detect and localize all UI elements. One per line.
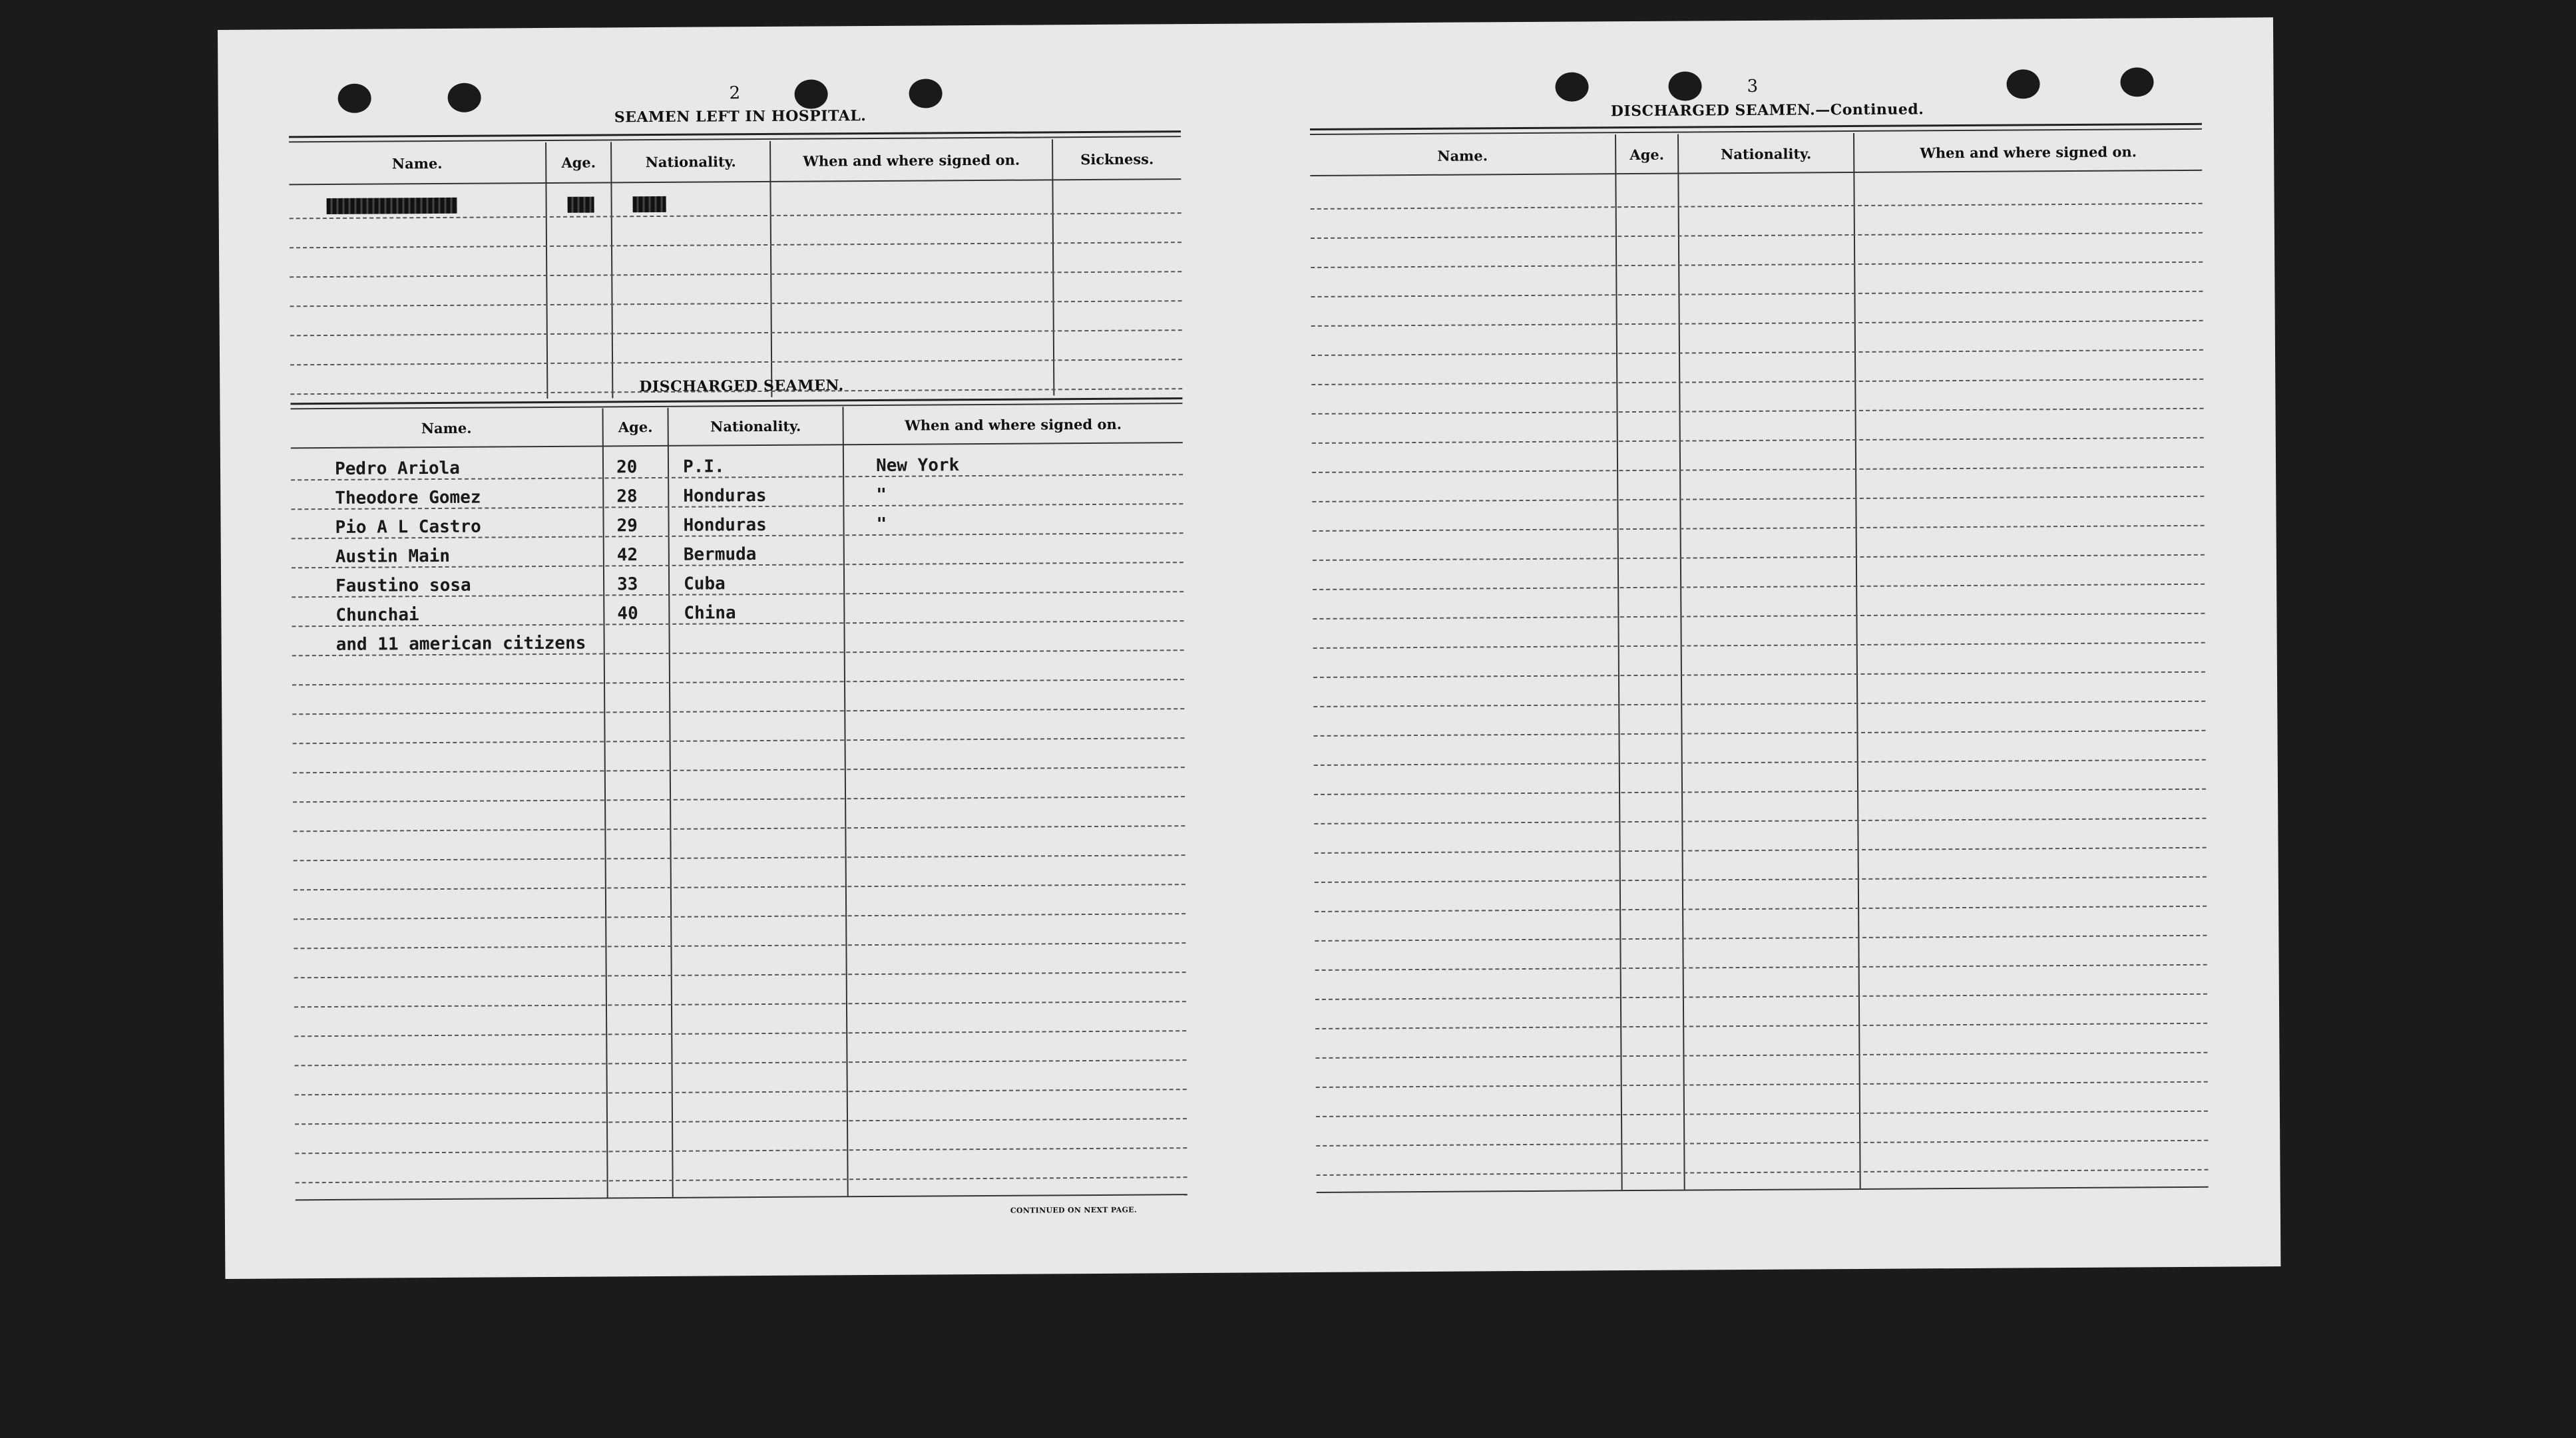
ruled-line bbox=[293, 796, 1185, 803]
ruled-line bbox=[1316, 1111, 2208, 1117]
punch-hole bbox=[2120, 67, 2153, 96]
punch-hole bbox=[337, 84, 371, 113]
ruled-line bbox=[1313, 584, 2205, 590]
column-header-rule bbox=[289, 178, 1181, 185]
ruled-line bbox=[1315, 1023, 2207, 1029]
ruled-line bbox=[1314, 730, 2206, 737]
ruled-line bbox=[294, 942, 1185, 949]
seaman-signed-on: New York bbox=[875, 455, 960, 476]
ruled-line bbox=[294, 1030, 1186, 1037]
continued-col-name: Name. bbox=[1437, 147, 1488, 164]
seaman-age: 29 bbox=[616, 516, 638, 536]
hospital-col-sickness: Sickness. bbox=[1080, 150, 1154, 168]
column-divider bbox=[1677, 134, 1685, 1190]
ruled-line bbox=[1315, 876, 2207, 883]
ruled-line bbox=[1312, 466, 2204, 473]
seaman-name: Chunchai bbox=[335, 605, 419, 626]
seaman-name: Pedro Ariola bbox=[334, 458, 460, 479]
ruled-line bbox=[295, 1118, 1187, 1125]
column-header-rule bbox=[1310, 170, 2202, 176]
redacted-age bbox=[568, 197, 594, 213]
ruled-line bbox=[1317, 1169, 2209, 1176]
ruled-line bbox=[1312, 408, 2204, 415]
hospital-ruled-lines bbox=[218, 17, 2273, 30]
ruled-line bbox=[290, 329, 1182, 336]
ruled-line bbox=[1315, 935, 2207, 942]
ruled-line bbox=[292, 620, 1183, 627]
punch-hole bbox=[447, 83, 481, 112]
ruled-line bbox=[1312, 437, 2204, 444]
discharged-col-nationality: Nationality. bbox=[710, 417, 801, 435]
column-divider bbox=[1615, 134, 1623, 1190]
seaman-nationality: China bbox=[684, 603, 736, 624]
continued-ruled-lines bbox=[218, 17, 2273, 30]
ruled-line bbox=[1313, 642, 2205, 649]
seaman-signed-on: " bbox=[876, 484, 887, 505]
ruled-line bbox=[1312, 496, 2204, 502]
ruled-line bbox=[293, 767, 1185, 773]
seaman-name: Austin Main bbox=[335, 546, 451, 567]
bottom-rule bbox=[296, 1194, 1187, 1200]
ruled-line bbox=[292, 708, 1184, 715]
column-divider bbox=[1853, 133, 1861, 1188]
seaman-nationality: Bermuda bbox=[683, 544, 757, 565]
ruled-line bbox=[1311, 262, 2203, 268]
continued-col-age: Age. bbox=[1629, 146, 1665, 164]
punch-hole bbox=[1668, 71, 1701, 100]
column-divider bbox=[610, 142, 613, 398]
ruled-line bbox=[293, 825, 1185, 832]
punch-hole bbox=[2006, 69, 2039, 98]
seaman-age: 40 bbox=[617, 604, 638, 624]
document-page-spread bbox=[218, 17, 2280, 1279]
ruled-line bbox=[1311, 379, 2203, 385]
seaman-age: 28 bbox=[616, 486, 638, 507]
ruled-line bbox=[294, 884, 1185, 890]
ruled-line bbox=[1315, 1052, 2207, 1059]
seaman-nationality: P.I. bbox=[682, 456, 725, 477]
punch-hole bbox=[794, 79, 827, 108]
ruled-line bbox=[1311, 320, 2203, 327]
ruled-line bbox=[1313, 554, 2205, 561]
continued-col-nationality: Nationality. bbox=[1721, 145, 1812, 163]
column-divider bbox=[602, 408, 608, 1197]
ruled-line bbox=[1316, 1081, 2208, 1088]
bottom-rule bbox=[1317, 1186, 2209, 1193]
ruled-line bbox=[1311, 291, 2203, 297]
ruled-line bbox=[295, 1147, 1187, 1154]
column-header-rule bbox=[291, 442, 1183, 449]
hospital-col-signed-on: When and where signed on. bbox=[803, 151, 1020, 170]
column-divider bbox=[1052, 139, 1054, 395]
ruled-line bbox=[1313, 613, 2205, 620]
seaman-name: and 11 american citizens bbox=[335, 633, 586, 655]
seaman-age: 33 bbox=[617, 574, 638, 595]
column-divider bbox=[545, 142, 548, 399]
column-divider bbox=[769, 141, 772, 397]
seaman-signed-on: " bbox=[876, 514, 887, 534]
ruled-line bbox=[1315, 993, 2207, 1000]
hospital-col-nationality: Nationality. bbox=[645, 153, 736, 171]
page-number: 3 bbox=[1747, 76, 1759, 96]
ruled-line bbox=[294, 972, 1186, 978]
ruled-line bbox=[294, 913, 1185, 920]
column-divider bbox=[842, 407, 848, 1196]
seaman-nationality: Cuba bbox=[684, 574, 726, 594]
ruled-line bbox=[294, 1001, 1186, 1007]
discharged-col-age: Age. bbox=[618, 419, 653, 436]
discharged-col-name: Name. bbox=[421, 419, 472, 437]
ruled-line bbox=[295, 1059, 1187, 1066]
ruled-line bbox=[1311, 232, 2203, 239]
ruled-line bbox=[1313, 525, 2205, 532]
ruled-line bbox=[294, 854, 1185, 861]
seaman-name: Faustino sosa bbox=[335, 575, 471, 596]
seaman-age: 20 bbox=[616, 457, 638, 478]
discharged-continued-title: DISCHARGED SEAMEN.—Continued. bbox=[1610, 100, 1924, 120]
page-number: 2 bbox=[729, 83, 741, 104]
ruled-line bbox=[290, 271, 1181, 277]
punch-hole bbox=[909, 79, 942, 108]
ruled-line bbox=[1313, 671, 2205, 678]
discharged-ruled-lines bbox=[218, 17, 2273, 30]
ruled-line bbox=[1311, 349, 2203, 356]
ruled-line bbox=[295, 1089, 1187, 1095]
hospital-col-age: Age. bbox=[561, 154, 596, 171]
seaman-nationality: Honduras bbox=[683, 514, 767, 536]
seaman-name: Pio A L Castro bbox=[335, 516, 481, 538]
ruled-line bbox=[1314, 818, 2206, 824]
hospital-section-title: SEAMEN LEFT IN HOSPITAL. bbox=[614, 107, 867, 126]
ruled-line bbox=[1315, 964, 2207, 971]
discharged-col-signed-on: When and where signed on. bbox=[905, 415, 1122, 434]
ruled-line bbox=[293, 737, 1185, 744]
seaman-age: 42 bbox=[616, 545, 638, 566]
ruled-line bbox=[292, 679, 1184, 685]
redacted-name bbox=[327, 198, 457, 214]
ruled-line bbox=[1314, 789, 2206, 795]
ruled-line bbox=[1314, 759, 2206, 766]
seaman-name: Theodore Gomez bbox=[335, 487, 481, 508]
continued-col-signed-on: When and where signed on. bbox=[1920, 143, 2137, 162]
ruled-line bbox=[290, 242, 1181, 248]
ruled-line bbox=[1313, 701, 2205, 707]
ruled-line bbox=[1315, 906, 2207, 912]
ruled-line bbox=[290, 300, 1182, 307]
ruled-line bbox=[290, 359, 1182, 365]
redacted-nationality bbox=[633, 196, 666, 212]
continued-footer: CONTINUED ON NEXT PAGE. bbox=[1010, 1205, 1137, 1215]
punch-hole bbox=[1555, 72, 1588, 101]
ruled-line bbox=[1311, 203, 2203, 210]
seaman-nationality: Honduras bbox=[683, 485, 767, 506]
ruled-line bbox=[1316, 1140, 2208, 1147]
column-divider bbox=[667, 408, 673, 1197]
ruled-line bbox=[1315, 847, 2207, 854]
discharged-section-title: DISCHARGED SEAMEN. bbox=[639, 377, 844, 396]
ruled-line bbox=[296, 1176, 1187, 1183]
hospital-col-name: Name. bbox=[391, 154, 443, 172]
